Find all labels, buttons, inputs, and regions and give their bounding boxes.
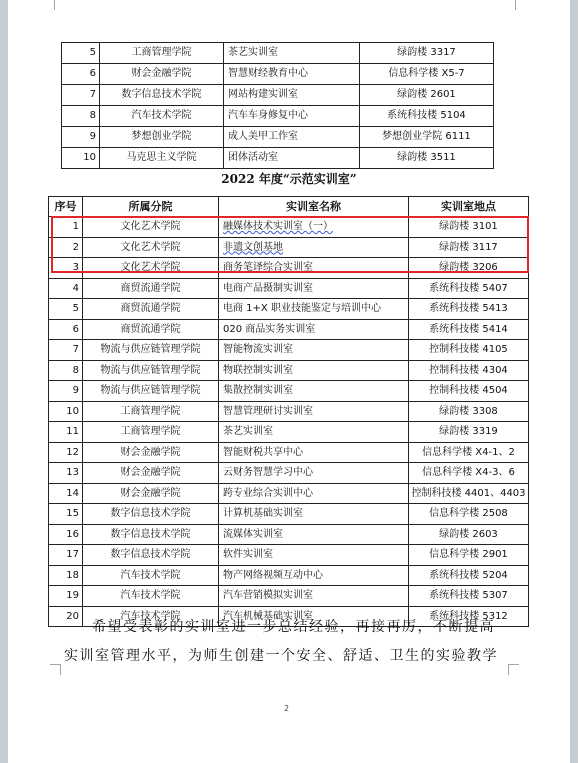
college-cell bbox=[83, 299, 219, 320]
college-cell bbox=[100, 43, 224, 64]
row-number bbox=[49, 381, 83, 402]
room-name-cell bbox=[219, 442, 409, 463]
location-cell bbox=[409, 319, 529, 340]
location-cell-text: 绿韵楼 3206 bbox=[439, 262, 498, 273]
location-cell-text: 控制科技楼 4304 bbox=[429, 364, 508, 376]
row-number-text: 8 bbox=[89, 110, 96, 121]
college-cell bbox=[83, 258, 219, 279]
row-number-text: 6 bbox=[72, 323, 79, 335]
row-number-text: 8 bbox=[72, 364, 79, 376]
location-cell-text: 系统科技楼 5407 bbox=[429, 282, 508, 294]
room-name-cell-text: 智能物流实训室 bbox=[223, 344, 293, 355]
room-name-cell-text: 流媒体实训室 bbox=[223, 528, 283, 540]
location-cell bbox=[409, 442, 529, 463]
table-row bbox=[49, 586, 529, 607]
body-paragraph-line-2: 实训室管理水平，为师生创建一个安全、舒适、卫生的实验教学 bbox=[64, 648, 498, 664]
location-cell bbox=[409, 401, 529, 422]
college-cell-text: 汽车技术学院 bbox=[131, 110, 192, 121]
college-cell bbox=[83, 381, 219, 402]
table-row bbox=[62, 127, 494, 148]
page-corner-mark bbox=[508, 664, 519, 675]
location-cell bbox=[409, 340, 529, 361]
row-number bbox=[49, 483, 83, 504]
location-cell bbox=[409, 237, 529, 258]
row-number bbox=[49, 565, 83, 586]
room-name-cell bbox=[219, 586, 409, 607]
college-cell-text: 汽车技术学院 bbox=[120, 610, 181, 622]
row-number bbox=[62, 127, 100, 148]
location-cell bbox=[360, 127, 494, 148]
room-name-cell-text: 云财务智慧学习中心 bbox=[223, 467, 313, 478]
row-number bbox=[49, 463, 83, 484]
table-row bbox=[49, 524, 529, 545]
college-cell bbox=[83, 278, 219, 299]
room-name-cell-text: 物联控制实训室 bbox=[223, 364, 293, 376]
room-name-cell-text: 茶艺实训室 bbox=[228, 47, 278, 58]
row-number-text: 16 bbox=[66, 528, 79, 540]
table-row bbox=[49, 442, 529, 463]
college-cell bbox=[83, 442, 219, 463]
table-row bbox=[49, 483, 529, 504]
room-name-cell bbox=[219, 381, 409, 402]
college-cell-text: 商贸流通学院 bbox=[120, 323, 181, 335]
room-name-cell bbox=[224, 43, 360, 64]
row-number bbox=[49, 340, 83, 361]
college-cell-text: 数字信息技术学院 bbox=[121, 89, 202, 100]
room-name-cell bbox=[219, 258, 409, 279]
table-row bbox=[49, 422, 529, 443]
row-number bbox=[49, 258, 83, 279]
location-cell-text: 信息科学楼 X4-3、6 bbox=[422, 467, 515, 478]
row-number-text: 20 bbox=[66, 610, 79, 622]
row-number bbox=[49, 524, 83, 545]
room-name-cell-text: 智慧财经教育中心 bbox=[228, 68, 308, 79]
location-cell-text: 绿韵楼 3317 bbox=[397, 47, 456, 58]
table-row bbox=[62, 148, 494, 169]
row-number-text: 1 bbox=[72, 221, 79, 232]
row-number bbox=[62, 85, 100, 106]
room-name-cell bbox=[219, 340, 409, 361]
location-cell bbox=[360, 85, 494, 106]
location-cell-text: 系统科技楼 5204 bbox=[429, 569, 508, 581]
college-cell-text: 梦想创业学院 bbox=[131, 131, 192, 142]
college-cell bbox=[100, 64, 224, 85]
college-cell bbox=[83, 504, 219, 525]
row-number bbox=[49, 586, 83, 607]
college-cell-text: 汽车技术学院 bbox=[120, 590, 181, 601]
location-cell bbox=[409, 545, 529, 566]
location-cell bbox=[360, 43, 494, 64]
college-cell-text: 物流与供应链管理学院 bbox=[100, 364, 201, 376]
row-number bbox=[62, 148, 100, 169]
row-number-text: 5 bbox=[89, 47, 96, 58]
row-number bbox=[49, 504, 83, 525]
room-name-cell bbox=[219, 463, 409, 484]
room-name-cell bbox=[219, 237, 409, 258]
location-cell-text: 绿韵楼 3308 bbox=[439, 405, 498, 417]
college-cell-text: 商贸流通学院 bbox=[120, 282, 181, 294]
room-name-cell bbox=[224, 127, 360, 148]
college-cell bbox=[83, 565, 219, 586]
row-number-text: 19 bbox=[66, 590, 79, 601]
table-row bbox=[62, 43, 494, 64]
room-name-cell-text: 融媒体技术实训室（一） bbox=[223, 221, 333, 232]
row-number bbox=[62, 64, 100, 85]
table-row bbox=[49, 463, 529, 484]
location-cell bbox=[409, 586, 529, 607]
college-cell-text: 工商管理学院 bbox=[120, 426, 181, 437]
row-number-text: 9 bbox=[89, 131, 96, 142]
college-cell bbox=[83, 524, 219, 545]
college-cell-text: 财会金融学院 bbox=[131, 68, 192, 79]
college-cell bbox=[83, 483, 219, 504]
row-number-text: 2 bbox=[72, 241, 79, 253]
header-college: 所属分院 bbox=[83, 197, 219, 217]
college-cell-text: 物流与供应链管理学院 bbox=[100, 385, 201, 396]
table-row bbox=[49, 565, 529, 586]
location-cell bbox=[409, 217, 529, 238]
room-name-cell-text: 成人美甲工作室 bbox=[228, 131, 298, 142]
college-cell bbox=[83, 422, 219, 443]
college-cell-text: 马克思主义学院 bbox=[126, 152, 197, 163]
room-name-cell-text: 汽车营销模拟实训室 bbox=[223, 590, 313, 601]
row-number bbox=[49, 442, 83, 463]
room-name-cell-text: 汽车车身修复中心 bbox=[228, 110, 308, 121]
college-cell-text: 文化艺术学院 bbox=[120, 241, 181, 253]
row-number bbox=[49, 319, 83, 340]
college-cell bbox=[100, 85, 224, 106]
row-number-text: 10 bbox=[66, 405, 79, 417]
row-number bbox=[49, 360, 83, 381]
college-cell-text: 文化艺术学院 bbox=[120, 262, 181, 273]
college-cell bbox=[100, 127, 224, 148]
location-cell-text: 控制科技楼 4504 bbox=[429, 385, 508, 396]
college-cell-text: 财会金融学院 bbox=[120, 446, 181, 458]
table-row bbox=[49, 278, 529, 299]
row-number-text: 18 bbox=[66, 569, 79, 581]
body-paragraph-line-1: 希望受表彰的实训室进一步总结经验，再接再厉，不断提高 bbox=[92, 619, 495, 635]
row-number-text: 6 bbox=[89, 68, 96, 79]
room-name-cell bbox=[219, 360, 409, 381]
table-row bbox=[49, 401, 529, 422]
location-cell-text: 信息科学楼 2901 bbox=[429, 549, 508, 560]
location-cell-text: 系统科技楼 5104 bbox=[387, 110, 466, 121]
row-number-text: 17 bbox=[66, 549, 79, 560]
location-cell bbox=[409, 483, 529, 504]
table-row bbox=[62, 64, 494, 85]
row-number-text: 10 bbox=[83, 152, 96, 163]
page-corner-mark bbox=[515, 0, 526, 10]
location-cell bbox=[409, 278, 529, 299]
college-cell bbox=[83, 463, 219, 484]
table-row bbox=[49, 258, 529, 279]
location-cell-text: 系统科技楼 5413 bbox=[429, 303, 508, 314]
room-name-cell-text: 茶艺实训室 bbox=[223, 426, 273, 437]
room-name-cell-text: 非遗文创基地 bbox=[223, 241, 283, 253]
room-name-cell bbox=[219, 319, 409, 340]
row-number-text: 7 bbox=[72, 344, 79, 355]
room-name-cell bbox=[219, 401, 409, 422]
room-name-cell-text: 020 商品实务实训室 bbox=[223, 323, 316, 335]
room-name-cell-text: 团体活动室 bbox=[228, 152, 278, 163]
page-corner-mark bbox=[44, 0, 55, 10]
row-number-text: 5 bbox=[72, 303, 79, 314]
table-row bbox=[49, 545, 529, 566]
college-cell bbox=[100, 106, 224, 127]
row-number bbox=[62, 43, 100, 64]
college-cell-text: 数字信息技术学院 bbox=[110, 528, 191, 540]
location-cell-text: 控制科技楼 4105 bbox=[429, 344, 508, 355]
row-number-text: 11 bbox=[66, 426, 79, 437]
room-name-cell bbox=[219, 217, 409, 238]
room-name-cell bbox=[219, 565, 409, 586]
header-room: 实训室名称 bbox=[219, 197, 409, 217]
location-cell bbox=[409, 360, 529, 381]
room-name-cell-text: 智能财税共享中心 bbox=[223, 446, 303, 458]
college-cell-text: 工商管理学院 bbox=[120, 405, 181, 417]
row-number-text: 3 bbox=[72, 262, 79, 273]
room-name-cell bbox=[219, 524, 409, 545]
room-name-cell-text: 电商产品摄制实训室 bbox=[223, 282, 313, 294]
location-cell bbox=[409, 422, 529, 443]
college-cell-text: 财会金融学院 bbox=[120, 467, 181, 478]
table-row bbox=[49, 319, 529, 340]
room-name-cell bbox=[219, 504, 409, 525]
location-cell-text: 信息科学楼 X5-7 bbox=[388, 68, 465, 79]
college-cell-text: 财会金融学院 bbox=[120, 487, 181, 499]
row-number-text: 14 bbox=[66, 487, 79, 499]
section-title: 2022 年度“示范实训室” bbox=[221, 172, 357, 186]
college-cell bbox=[83, 237, 219, 258]
college-cell bbox=[83, 360, 219, 381]
college-cell-text: 物流与供应链管理学院 bbox=[100, 344, 201, 355]
college-cell bbox=[100, 148, 224, 169]
college-cell bbox=[83, 217, 219, 238]
room-name-cell bbox=[219, 299, 409, 320]
row-number-text: 13 bbox=[66, 467, 79, 478]
location-cell-text: 系统科技楼 5307 bbox=[429, 590, 508, 601]
row-number bbox=[49, 237, 83, 258]
header-location: 实训室地点 bbox=[409, 197, 529, 217]
room-name-cell-text: 跨专业综合实训中心 bbox=[223, 487, 313, 499]
row-number-text: 15 bbox=[66, 508, 79, 519]
college-cell-text: 数字信息技术学院 bbox=[110, 508, 191, 519]
room-name-cell bbox=[219, 422, 409, 443]
room-name-cell-text: 物产网络视频互动中心 bbox=[223, 569, 323, 581]
row-number bbox=[49, 217, 83, 238]
room-name-cell bbox=[219, 278, 409, 299]
table-row bbox=[49, 360, 529, 381]
location-cell-text: 信息科学楼 2508 bbox=[429, 508, 508, 519]
location-cell-text: 绿韵楼 3117 bbox=[439, 241, 498, 253]
page-number: 2 bbox=[284, 704, 290, 713]
row-number-text: 7 bbox=[89, 89, 96, 100]
room-name-cell-text: 软件实训室 bbox=[223, 549, 273, 560]
header-no: 序号 bbox=[49, 197, 83, 217]
table-row bbox=[49, 217, 529, 238]
location-cell-text: 信息科学楼 X4-1、2 bbox=[422, 446, 515, 458]
row-number bbox=[49, 299, 83, 320]
college-cell bbox=[83, 545, 219, 566]
table-row bbox=[49, 237, 529, 258]
table-row bbox=[49, 381, 529, 402]
college-cell bbox=[83, 401, 219, 422]
location-cell-text: 绿韵楼 2603 bbox=[439, 528, 498, 540]
location-cell bbox=[360, 148, 494, 169]
location-cell bbox=[409, 565, 529, 586]
location-cell-text: 绿韵楼 3101 bbox=[439, 221, 498, 232]
location-cell bbox=[409, 524, 529, 545]
college-cell bbox=[83, 586, 219, 607]
table-row bbox=[49, 340, 529, 361]
location-cell-text: 系统科技楼 5312 bbox=[429, 610, 508, 622]
row-number bbox=[49, 545, 83, 566]
room-name-cell bbox=[219, 545, 409, 566]
location-cell-text: 系统科技楼 5414 bbox=[429, 323, 508, 335]
room-name-cell bbox=[219, 483, 409, 504]
row-number bbox=[49, 401, 83, 422]
table-row bbox=[62, 106, 494, 127]
location-cell bbox=[409, 463, 529, 484]
location-cell-text: 绿韵楼 3511 bbox=[397, 152, 456, 163]
location-cell-text: 梦想创业学院 6111 bbox=[382, 131, 471, 142]
college-cell-text: 工商管理学院 bbox=[131, 47, 192, 58]
room-name-cell-text: 集散控制实训室 bbox=[223, 385, 293, 396]
college-cell-text: 数字信息技术学院 bbox=[110, 549, 191, 560]
room-name-cell bbox=[224, 64, 360, 85]
table-row bbox=[62, 85, 494, 106]
location-cell bbox=[409, 258, 529, 279]
room-name-cell-text: 商务笔译综合实训室 bbox=[223, 262, 313, 273]
table-header-row bbox=[49, 197, 529, 217]
row-number bbox=[62, 106, 100, 127]
room-name-cell-text: 汽车机械基础实训室 bbox=[223, 610, 313, 622]
row-number bbox=[49, 278, 83, 299]
college-cell-text: 商贸流通学院 bbox=[120, 303, 181, 314]
location-cell bbox=[360, 64, 494, 85]
college-cell bbox=[83, 340, 219, 361]
location-cell bbox=[409, 504, 529, 525]
room-name-cell bbox=[224, 85, 360, 106]
location-cell-text: 控制科技楼 4401、4403 bbox=[411, 487, 526, 499]
location-cell bbox=[409, 299, 529, 320]
location-cell-text: 绿韵楼 3319 bbox=[439, 426, 498, 437]
location-cell bbox=[409, 381, 529, 402]
room-name-cell-text: 智慧管理研讨实训室 bbox=[223, 405, 313, 417]
college-cell-text: 汽车技术学院 bbox=[120, 569, 181, 581]
continued-table bbox=[61, 42, 494, 169]
college-cell-text: 文化艺术学院 bbox=[120, 221, 181, 232]
room-name-cell bbox=[224, 106, 360, 127]
room-name-cell bbox=[224, 148, 360, 169]
row-number bbox=[49, 422, 83, 443]
demo-training-room-table bbox=[48, 196, 529, 627]
table-row bbox=[49, 299, 529, 320]
location-cell-text: 绿韵楼 2601 bbox=[397, 89, 456, 100]
location-cell bbox=[360, 106, 494, 127]
row-number-text: 4 bbox=[72, 282, 79, 294]
room-name-cell-text: 网站构建实训室 bbox=[228, 89, 298, 100]
row-number-text: 9 bbox=[72, 385, 79, 396]
row-number-text: 12 bbox=[66, 446, 79, 458]
page-corner-mark bbox=[50, 664, 61, 675]
table-row bbox=[49, 504, 529, 525]
room-name-cell-text: 电商 1+X 职业技能鉴定与培训中心 bbox=[223, 303, 381, 314]
room-name-cell-text: 计算机基础实训室 bbox=[223, 508, 303, 519]
college-cell bbox=[83, 319, 219, 340]
